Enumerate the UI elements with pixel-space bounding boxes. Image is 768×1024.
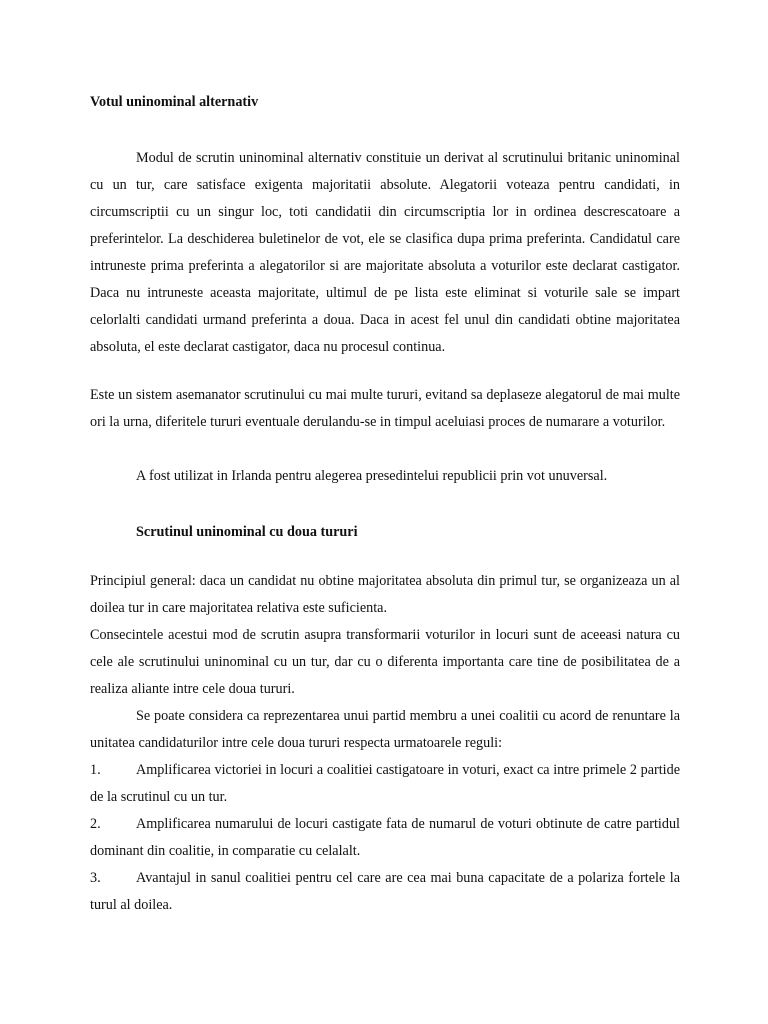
list-item-number: 2.	[90, 816, 101, 832]
list-item	[90, 757, 680, 811]
paragraph-coalition-rules-intro: Se poate considera ca reprezentarea unui partid membru a unei coalitii cu acord de renuntare la unitatea candidaturilor intre cele doua tururi respecta urmatoarele reguli:	[90, 708, 680, 751]
list-item-text: Avantajul in sanul coalitiei pentru cel care are cea mai buna capacitate de a polariza fortele la turul al doilea.	[90, 870, 680, 913]
paragraph-alternative-vote-description: Modul de scrutin uninominal alternativ constituie un derivat al scrutinului britanic uninominal cu un tur, care satisface exigenta majoritatii absolute. Alegatorii voteaza pentru candidati, in circumscriptii cu un singur loc, toti candidatii din circumscriptia lor in ordinea descrescatoare a preferintelor. La deschiderea buletinelor de vot, ele se clasifica dupa prima preferinta. Candidatul care intruneste prima preferinta a alegatorilor si are majoritate absoluta a voturilor este declarat castigator. Daca nu intruneste aceasta majoritate, ultimul de pe lista este eliminat si voturile sale se impart celorlalti candidati urmand preferinta a doua. Daca in acest fel unul din candidati obtine majoritatea absoluta, el este declarat castigator, daca nu procesul continua.	[90, 150, 680, 355]
paragraph-ireland-usage: A fost utilizat in Irlanda pentru alegerea presedintelui republicii prin vot unuversal.	[136, 468, 608, 484]
list-item-number: 3.	[90, 870, 101, 886]
paragraph-similar-system: Este un sistem asemanator scrutinului cu mai multe tururi, evitand sa deplaseze alegatorul de mai multe ori la urna, diferitele tururi eventuale derulandu-se in timpul aceluiasi proces de numarare a voturilor.	[90, 387, 680, 430]
list-item	[90, 865, 680, 919]
paragraph-consequences: Consecintele acestui mod de scrutin asupra transformarii voturilor in locuri sunt de aceeasi natura cu cele ale scrutinului uninominal cu un tur, dar cu o diferenta importanta care tine de posibilitatea de a realiza aliante intre cele doua tururi.	[90, 627, 680, 697]
list-item-text: Amplificarea victoriei in locuri a coalitiei castigatoare in voturi, exact ca intre primele 2 partide de la scrutinul cu un tur.	[90, 762, 680, 805]
section-title-two-round-vote: Scrutinul uninominal cu doua tururi	[136, 524, 358, 540]
list-item-number: 1.	[90, 762, 101, 778]
paragraph-general-principle: Principiul general: daca un candidat nu obtine majoritatea absoluta din primul tur, se organizeaza un al doilea tur in care majoritatea relativa este suficienta.	[90, 573, 680, 616]
list-item-text: Amplificarea numarului de locuri castigate fata de numarul de voturi obtinute de catre partidul dominant din coalitie, in comparatie cu celalalt.	[90, 816, 680, 859]
list-item	[90, 811, 680, 865]
section-title-alternative-vote: Votul uninominal alternativ	[90, 94, 259, 110]
